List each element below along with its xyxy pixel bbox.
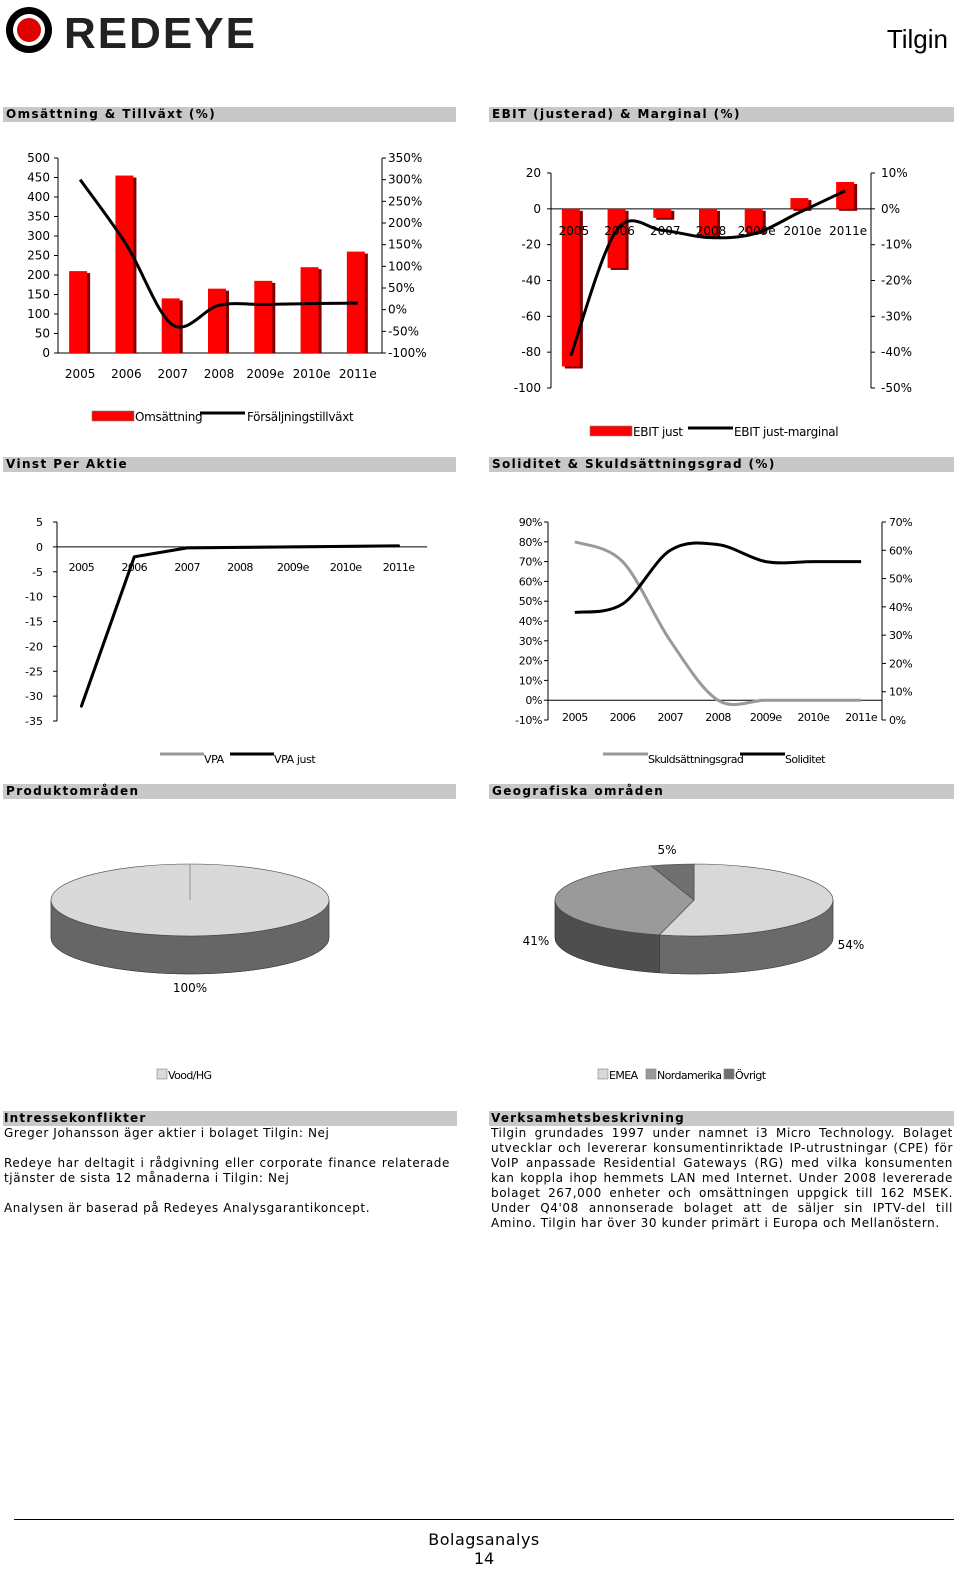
y-tick-label: 0 bbox=[42, 346, 50, 360]
x-tick-label: 2010e bbox=[292, 367, 331, 381]
line-soliditet bbox=[575, 543, 861, 613]
y-tick-label: -60 bbox=[521, 309, 541, 324]
y-tick-label: 20% bbox=[518, 654, 542, 668]
y-tick-label: 50 bbox=[34, 326, 50, 341]
x-tick-label: 2011e bbox=[382, 560, 415, 574]
x-tick-label: 2005 bbox=[558, 223, 590, 238]
x-tick-label: 2011e bbox=[845, 711, 878, 725]
x-tick-label: 2008 bbox=[227, 560, 253, 574]
bar-omsattning bbox=[208, 289, 226, 353]
intresse-title: Intressekonflikter bbox=[3, 1111, 457, 1126]
y2-tick-label: -40% bbox=[881, 345, 913, 360]
x-tick-label: 2011e bbox=[338, 367, 377, 381]
x-tick-label: 2006 bbox=[111, 367, 142, 381]
x-tick-label: 2008 bbox=[705, 711, 731, 725]
x-tick-label: 2005 bbox=[562, 711, 588, 725]
y2-tick-label: 0% bbox=[889, 714, 906, 727]
legend-geo: Nordamerika bbox=[657, 1069, 722, 1082]
y2-tick-label: -50% bbox=[388, 324, 420, 339]
legend-ebit-just: EBIT just bbox=[633, 425, 683, 439]
y-tick-label: 350 bbox=[27, 209, 50, 224]
y2-tick-label: 0% bbox=[388, 302, 408, 317]
section-geografi: Geografiska områden bbox=[489, 784, 954, 799]
y2-tick-label: 0% bbox=[881, 201, 901, 216]
y2-tick-label: 300% bbox=[388, 172, 423, 187]
company-name: Tilgin bbox=[886, 24, 948, 54]
section-soliditet: Soliditet & Skuldsättningsgrad (%) bbox=[489, 457, 954, 472]
y-tick-label: 5 bbox=[36, 516, 43, 529]
x-tick-label: 2009e bbox=[276, 560, 309, 574]
y-tick-label: 50% bbox=[518, 595, 542, 609]
x-tick-label: 2005 bbox=[68, 560, 95, 574]
x-tick-label: 2008 bbox=[695, 223, 727, 238]
y-tick-label: -10% bbox=[515, 714, 542, 727]
x-tick-label: 2007 bbox=[650, 223, 681, 238]
intresse-text-3: Analysen är baserad på Redeyes Analysgarantikoncept. bbox=[4, 1201, 371, 1215]
pie-label-emea: 54% bbox=[837, 938, 865, 952]
y2-tick-label: 40% bbox=[889, 600, 913, 614]
y-tick-label: 20 bbox=[525, 166, 541, 180]
y-tick-label: 0% bbox=[525, 694, 542, 708]
y-tick-label: 80% bbox=[518, 535, 542, 549]
verksamhet-text: Tilgin grundades 1997 under namnet i3 Micro Technology. Bolaget utvecklar och levererar konsumentinriktade IP-utrustningar (CPE) för VoIP anpassade Residential Gateways (RG) med vilka konsumenten kan koppla ihop hemmets LAN med Internet. Under 2008 levererade bolaget 267,000 enheter och omsättningen uppgick till 162 MSEK. Under Q4'08 annonserade bolaget att de säljer sin IPTV-del till Amino. Tilgin har över 30 kunder primärt i Europa och Mellanöstern. bbox=[491, 1126, 953, 1230]
y-tick-label: 400 bbox=[27, 190, 50, 204]
y2-tick-label: 20% bbox=[889, 657, 913, 671]
x-tick-label: 2010e bbox=[329, 560, 362, 574]
y2-tick-label: 70% bbox=[889, 516, 913, 529]
y-tick-label: 300 bbox=[27, 229, 50, 243]
x-tick-label: 2010e bbox=[783, 223, 822, 238]
x-tick-label: 2008 bbox=[203, 367, 235, 381]
y2-tick-label: 10% bbox=[881, 166, 908, 180]
y-tick-label: -25 bbox=[25, 665, 43, 679]
y-tick-label: -15 bbox=[25, 615, 43, 629]
y2-tick-label: 350% bbox=[388, 151, 423, 165]
x-tick-label: 2005 bbox=[64, 367, 96, 381]
line-skuldsattningsgrad bbox=[575, 542, 861, 705]
x-tick-label: 2007 bbox=[174, 560, 200, 574]
x-tick-label: 2009e bbox=[749, 711, 782, 725]
section-ebit: EBIT (justerad) & Marginal (%) bbox=[489, 107, 954, 122]
y-tick-label: 40% bbox=[518, 615, 542, 628]
bar-omsattning bbox=[254, 281, 272, 353]
y2-tick-label: 50% bbox=[889, 572, 913, 586]
x-tick-label: 2009e bbox=[737, 223, 776, 238]
section-produkt: Produktområden bbox=[3, 784, 456, 799]
bar-omsattning bbox=[69, 271, 87, 353]
pie-label-ovrigt: 5% bbox=[657, 843, 677, 857]
y2-tick-label: -100% bbox=[388, 346, 427, 360]
y-tick-label: 500 bbox=[27, 151, 50, 165]
pie-label-nordamerika: 41% bbox=[522, 934, 550, 948]
bar-omsattning bbox=[115, 176, 133, 353]
legend-swatch-geo bbox=[646, 1069, 656, 1079]
intresse-text-1: Greger Johansson äger aktier i bolaget Tilgin: Nej bbox=[4, 1126, 330, 1140]
logo-text: REDEYE bbox=[64, 9, 257, 58]
x-tick-label: 2006 bbox=[609, 711, 636, 725]
y2-tick-label: -30% bbox=[881, 309, 913, 324]
y-tick-label: 450 bbox=[27, 170, 50, 185]
y-tick-label: -40 bbox=[521, 273, 541, 288]
y-tick-label: 60% bbox=[518, 575, 542, 589]
y-tick-label: 30% bbox=[518, 634, 542, 648]
y2-tick-label: -20% bbox=[881, 273, 913, 288]
y2-tick-label: 50% bbox=[388, 281, 415, 295]
legend-swatch-ebit-just bbox=[590, 426, 632, 436]
legend-swatch-geo bbox=[724, 1069, 734, 1079]
y-tick-label: -10 bbox=[25, 590, 43, 604]
y2-tick-label: 10% bbox=[889, 685, 913, 699]
section-vinst: Vinst Per Aktie bbox=[3, 457, 456, 472]
y-tick-label: 0 bbox=[533, 201, 541, 216]
legend-vpa-just: VPA just bbox=[274, 753, 316, 766]
legend-omsattning: Omsättning bbox=[135, 410, 203, 424]
y2-tick-label: -50% bbox=[881, 381, 913, 395]
legend-vpa: VPA bbox=[204, 753, 224, 766]
legend-skuldsattningsgrad: Skuldsättningsgrad bbox=[648, 753, 744, 766]
section-omsattning: Omsättning & Tillväxt (%) bbox=[3, 107, 456, 122]
y-tick-label: 0 bbox=[36, 540, 43, 554]
pie-label: 100% bbox=[172, 981, 208, 995]
legend-vood: Vood/HG bbox=[168, 1069, 212, 1082]
verksamhet-title: Verksamhetsbeskrivning bbox=[489, 1111, 954, 1126]
legend-swatch-omsattning bbox=[92, 411, 134, 421]
footer-title: Bolagsanalys bbox=[428, 1530, 540, 1549]
bar-ebit-just bbox=[653, 209, 671, 218]
y-tick-label: -20 bbox=[521, 237, 541, 252]
legend-ebit-just-marginal: EBIT just-marginal bbox=[734, 425, 839, 439]
legend-swatch-geo bbox=[598, 1069, 608, 1079]
x-tick-label: 2010e bbox=[797, 711, 830, 725]
legend-geo: EMEA bbox=[609, 1069, 638, 1082]
y2-tick-label: 60% bbox=[889, 544, 913, 558]
x-tick-label: 2006 bbox=[121, 560, 148, 574]
y-tick-label: 100 bbox=[27, 307, 50, 321]
y2-tick-label: 250% bbox=[388, 194, 423, 209]
y-tick-label: -30 bbox=[25, 690, 43, 704]
bar-omsattning bbox=[301, 267, 319, 353]
y-tick-label: -5 bbox=[32, 565, 43, 579]
legend-geo: Övrigt bbox=[735, 1069, 766, 1082]
x-tick-label: 2007 bbox=[657, 711, 684, 725]
y2-tick-label: 200% bbox=[388, 216, 423, 230]
legend-soliditet: Soliditet bbox=[785, 753, 825, 766]
x-tick-label: 2006 bbox=[604, 223, 635, 238]
y-tick-label: 250 bbox=[27, 248, 50, 263]
y2-tick-label: 150% bbox=[388, 237, 423, 252]
footer-divider bbox=[14, 1519, 954, 1520]
bar-ebit-just bbox=[790, 198, 808, 209]
y2-tick-label: -10% bbox=[881, 237, 913, 252]
y-tick-label: 70% bbox=[518, 555, 542, 569]
y-tick-label: -100 bbox=[513, 381, 541, 395]
y-tick-label: -20 bbox=[25, 640, 43, 654]
y-tick-label: -80 bbox=[521, 345, 541, 360]
y-tick-label: 200 bbox=[27, 268, 50, 282]
x-tick-label: 2009e bbox=[246, 367, 285, 381]
y2-tick-label: 100% bbox=[388, 259, 423, 274]
legend-swatch-vood bbox=[157, 1069, 167, 1079]
y-tick-label: 90% bbox=[518, 516, 542, 529]
y2-tick-label: 30% bbox=[889, 629, 913, 643]
y-tick-label: 10% bbox=[518, 674, 542, 688]
y-tick-label: 150 bbox=[27, 287, 50, 302]
intresse-text-2: Redeye har deltagit i rådgivning eller corporate finance relaterade tjänster de sista 12 månaderna i Tilgin: Nej bbox=[4, 1156, 450, 1185]
y-tick-label: -35 bbox=[25, 715, 43, 728]
x-tick-label: 2007 bbox=[157, 367, 188, 381]
legend-forsaljningstillvaxt: Försäljningstillväxt bbox=[247, 410, 354, 424]
page-number: 14 bbox=[473, 1549, 495, 1568]
x-tick-label: 2011e bbox=[829, 223, 868, 238]
